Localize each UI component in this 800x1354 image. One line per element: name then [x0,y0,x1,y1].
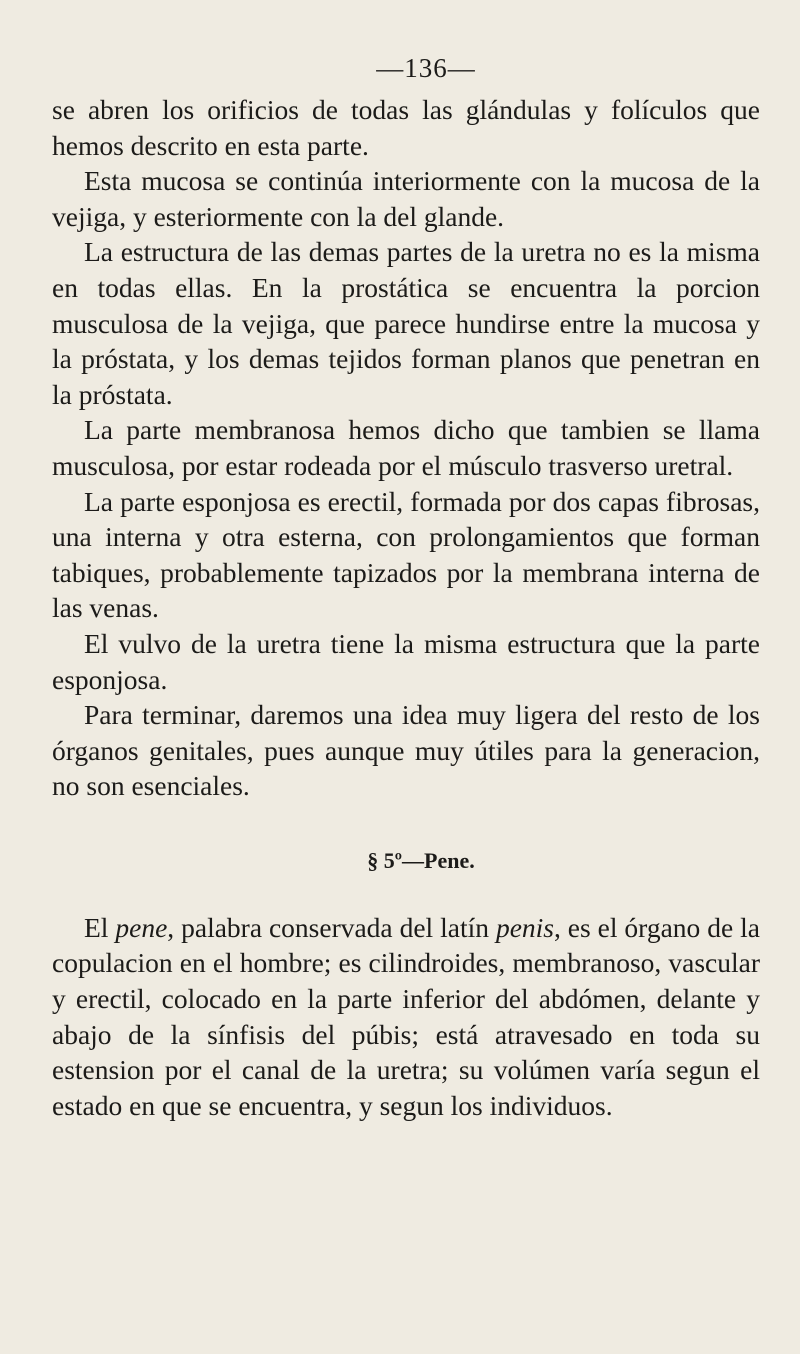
italic-term-penis: penis [495,911,554,943]
paragraph-mucosa: Esta mucosa se continúa interiormente con la mucosa de la vejiga, y esteriormente con la del glande. [52,165,760,232]
paragraph-membranosa: La parte membranosa hemos dicho que tambien se llama musculosa, por estar rodeada por el músculo trasverso uretral. [52,414,760,481]
page-number: —136— [376,53,476,83]
text-segment: , es el órgano de la copulacion en el hombre; es cilindroides, membranoso, vascular y erectil, colocado en la parte inferior del abdómen, delante y abajo de la sínfisis del púbis; está atravesado en toda su estension por el canal de la uretra; su volúmen varía segun el estado en que se encuentra, y segun los individuos. [52,911,760,1121]
paragraph-vulvo: El vulvo de la uretra tiene la misma estructura que la parte esponjosa. [52,627,760,695]
paragraph-estructura: La estructura de las demas partes de la uretra no es la misma en todas ellas. En la prostática se encuentra la porcion musculosa de la vejiga, que parece hundirse entre la mucosa y la próstata, y los demas tejidos forman planos que penetran en la próstata. [52,236,760,410]
text-segment: El [84,911,116,943]
paragraph-pene [52,910,760,1124]
italic-term-pene: pene [115,911,168,943]
paragraph-esponjosa: La parte esponjosa es erectil, formada por dos capas fibrosas, una interna y otra esterna, con prolongamientos que forman tabiques, probablemente tapizados por la membrana interna de las venas. [52,485,760,624]
text-segment: , palabra conservada del latín [167,911,496,943]
paragraph-terminar: Para terminar, daremos una idea muy ligera del resto de los órganos genitales, pues aunque muy útiles para la generacion, no son esenciales. [52,699,760,802]
section-heading: § 5º—Pene. [367,847,475,873]
paragraph-continuation: se abren los orificios de todas las glándulas y folículos que hemos descrito en esta parte. [52,94,760,161]
